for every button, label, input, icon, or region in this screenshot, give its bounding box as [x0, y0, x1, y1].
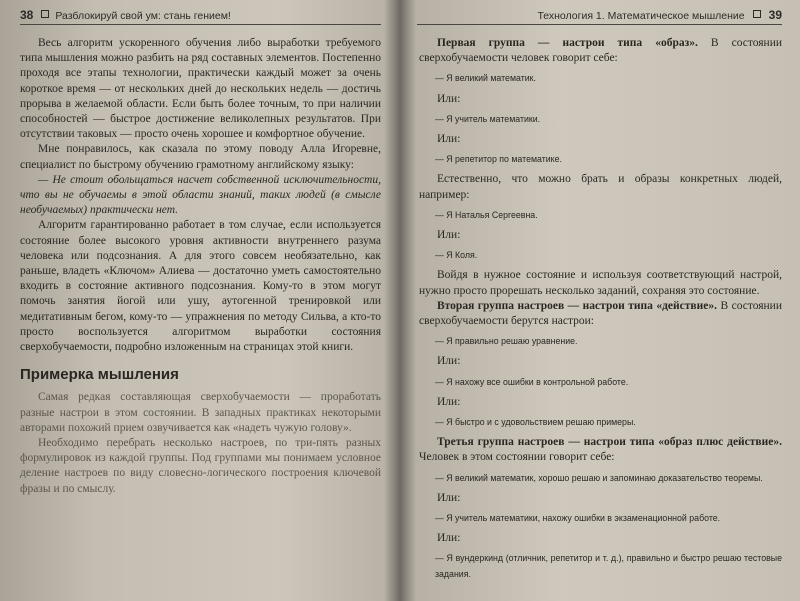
affirmation: — Я великий математик.: [435, 73, 536, 84]
paragraph: Войдя в нужное состояние и используя соответствующий настрой, нужно просто прорешать несколько заданий, сохраняя это состояние.: [419, 269, 782, 297]
affirmation: — Я быстро и с удовольствием решаю примеры.: [435, 417, 636, 428]
affirmation: — Я учитель математики, нахожу ошибки в экзаменационной работе.: [435, 513, 721, 524]
affirmation: — Я Коля.: [435, 250, 478, 261]
paragraph: [419, 299, 782, 329]
square-icon: [41, 10, 49, 18]
right-body-text: [419, 36, 782, 587]
section-heading: Примерка мышления: [20, 366, 179, 384]
right-page-header: [537, 8, 782, 22]
paragraph: [419, 435, 782, 465]
affirmation: — Я нахожу все ошибки в контрольной работе.: [435, 376, 629, 387]
quote: — Не стоит обольщаться насчет собственной исключительности, что вы не обучаемы в этой области знаний, таких людей (в смысле необучаемых) практически нет.: [20, 173, 381, 217]
paragraph: Необходимо перебрать несколько настроев, по три-пять разных формулировок из каждой группы. Под группами мы понимаем условное деление настроев по виду словесно-логического построения ключевой фразы и по смыслу.: [20, 437, 381, 495]
affirmation: — Я правильно решаю уравнение.: [435, 336, 578, 347]
or-label: Или:: [437, 92, 461, 105]
left-page: [0, 0, 395, 601]
left-running-title: Разблокируй свой ум: стань гением!: [55, 10, 231, 22]
or-label: Или:: [437, 355, 461, 368]
paragraph: Весь алгоритм ускоренного обучения либо выработки требуемого типа мышления можно разбить на ряд составных элементов. Постепенно проходя все этапы технологии, практически каждый может за очень короткое время — от нескольких дней до нескольких недель — достичь прорыва в желаемой области. Если быть более точным, то при наличии способностей — быстрое достижение великолепных результатов. При отсутствии таковых — просто очень хорошее и комфортное обучение.: [20, 37, 381, 141]
paragraph: Самая редкая составляющая сверхобучаемости — проработать разные настрои в этом состоянии. В западных практиках некоторыми авторами похожий прием озвучивается как «надеть чужую голову».: [20, 391, 381, 434]
right-running-title: Технология 1. Математическое мышление: [537, 10, 745, 22]
or-label: Или:: [437, 133, 461, 146]
square-icon: [753, 10, 761, 18]
group-intro: Человек в этом состоянии говорит себе:: [419, 451, 615, 464]
left-page-number: 38: [20, 8, 34, 22]
paragraph: [419, 36, 782, 66]
group-intro: В состоянии сверхобучаемости берутся настрои:: [419, 299, 782, 328]
group-title: Третья группа настроев — настрои типа «образ плюс действие».: [437, 436, 782, 449]
paragraph: Алгоритм гарантированно работает в том случае, если используется состояние более высокого уровня активности внутреннего разума человека или подсознания. А для этого совсем необязательно, как раньше, владеть «Ключом» Алиева — достаточно уметь самостоятельно входить в состояние активного подсознания. Кому-то в этом могут помочь занятия йогой или ушу, аутогенной тренировкой или медитативным бегом, кому-то — упражнения по методу Сильва, а кто-то просто воспользуется алгоритмом выработки состояния сверхобучаемости, подробно изложенным на страницах этой книги.: [20, 219, 381, 354]
affirmation: — Я вундеркинд (отличник, репетитор и т. д.), правильно и быстро решаю тестовые задания.: [435, 553, 782, 579]
right-page: [405, 0, 800, 601]
left-body-text: [20, 36, 381, 497]
group-title: Первая группа — настрои типа «образ».: [437, 37, 698, 49]
paragraph: Мне понравилось, как сказала по этому поводу Алла Игоревне, специалист по быстрому обучению грамотному английскому языку:: [20, 143, 381, 171]
affirmation: — Я Наталья Сергеевна.: [435, 209, 538, 220]
or-label: Или:: [437, 395, 461, 408]
affirmation: — Я великий математик, хорошо решаю и запоминаю доказательство теоремы.: [435, 472, 763, 483]
or-label: Или:: [437, 532, 461, 545]
right-page-number: 39: [768, 8, 782, 22]
header-rule: [417, 24, 782, 25]
group-title: Вторая группа настроев — настрои типа «действие».: [437, 299, 717, 312]
group-intro: В состоянии сверхобучаемости человек говорит себе:: [419, 37, 782, 65]
or-label: Или:: [437, 229, 461, 242]
affirmation: — Я учитель математики.: [435, 113, 541, 124]
affirmation: — Я репетитор по математике.: [435, 154, 562, 165]
left-page-header: [20, 8, 231, 22]
or-label: Или:: [437, 491, 461, 504]
header-rule: [20, 24, 381, 25]
paragraph: Естественно, что можно брать и образы конкретных людей, например:: [419, 173, 782, 201]
